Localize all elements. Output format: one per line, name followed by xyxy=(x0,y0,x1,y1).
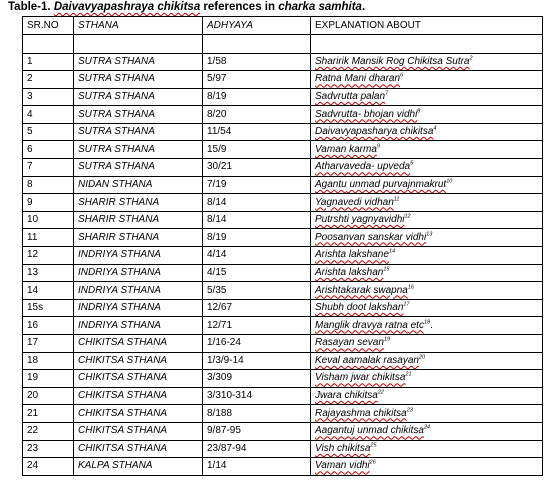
blank-row xyxy=(23,35,543,54)
adhyaya-cell: 8/188 xyxy=(203,405,311,423)
explanation-text: Sharirik Mansik Rog Chikitsa Sutra xyxy=(315,55,470,67)
table-row xyxy=(23,106,543,124)
explanation-text: Rasayan sevan xyxy=(315,337,384,349)
explanation-cell xyxy=(311,370,543,388)
explanation-text: Sadvrutta- bhojan vidhi xyxy=(315,108,418,120)
sr-no-cell: 23 xyxy=(23,440,74,458)
explanation-cell xyxy=(311,264,543,282)
table-row xyxy=(23,176,543,194)
adhyaya-cell: 5/97 xyxy=(203,71,311,89)
explanation-text: Jwara chikitsa xyxy=(315,390,378,402)
sthana-cell: NIDAN STHANA xyxy=(74,176,203,194)
table-row xyxy=(23,422,543,440)
explanation-text: Arishta lakshane xyxy=(315,249,389,261)
sthana-cell: SUTRA STHANA xyxy=(74,141,203,159)
adhyaya-cell: 9/87-95 xyxy=(203,422,311,440)
table-row xyxy=(23,440,543,458)
sthana-cell: INDRIYA STHANA xyxy=(74,247,203,265)
adhyaya-cell: 30/21 xyxy=(203,159,311,177)
adhyaya-cell: 8/19 xyxy=(203,229,311,247)
reference-number: 13 xyxy=(426,231,433,238)
table-row xyxy=(23,335,543,353)
explanation-cell xyxy=(311,71,543,89)
explanation-cell xyxy=(311,458,543,476)
table-row xyxy=(23,88,543,106)
table-row xyxy=(23,352,543,370)
sthana-cell: INDRIYA STHANA xyxy=(74,282,203,300)
table-caption xyxy=(8,1,365,13)
caption-prefix: Table-1. xyxy=(8,1,54,13)
sthana-cell: SHARIR STHANA xyxy=(74,194,203,212)
adhyaya-cell: 23/87-94 xyxy=(203,440,311,458)
reference-number: 12 xyxy=(404,213,411,220)
explanation-cell xyxy=(311,282,543,300)
table-row xyxy=(23,247,543,265)
reference-number: 2 xyxy=(469,55,473,62)
sr-no-cell: 20 xyxy=(23,387,74,405)
reference-number: 15 xyxy=(383,266,390,273)
adhyaya-cell: 7/19 xyxy=(203,176,311,194)
explanation-text-rest: chikitsa xyxy=(397,126,434,138)
sthana-cell: CHIKITSA STHANA xyxy=(74,422,203,440)
adhyaya-cell: 8/14 xyxy=(203,194,311,212)
explanation-cell xyxy=(311,53,543,71)
adhyaya-cell: 1/14 xyxy=(203,458,311,476)
explanation-text: Ratna Mani dharan xyxy=(315,73,401,85)
adhyaya-cell: 4/14 xyxy=(203,247,311,265)
sthana-cell: SUTRA STHANA xyxy=(74,123,203,141)
blank-cell xyxy=(311,35,543,54)
explanation-cell xyxy=(311,159,543,177)
explanation-cell xyxy=(311,211,543,229)
explanation-text: Atharvaveda- upveda xyxy=(315,161,411,173)
adhyaya-cell: 1/16-24 xyxy=(203,335,311,353)
explanation-text-rest: etc xyxy=(407,319,424,331)
sr-no-cell: 6 xyxy=(23,141,74,159)
sthana-cell: SUTRA STHANA xyxy=(74,159,203,177)
adhyaya-cell: 4/15 xyxy=(203,264,311,282)
sthana-cell: SHARIR STHANA xyxy=(74,229,203,247)
table-row xyxy=(23,159,543,177)
table-row xyxy=(23,405,543,423)
explanation-text: Aagantuj xyxy=(315,425,355,437)
adhyaya-cell: 3/309 xyxy=(203,370,311,388)
adhyaya-cell: 1/3/9-14 xyxy=(203,352,311,370)
caption-end: . xyxy=(361,1,366,13)
sthana-cell: SUTRA STHANA xyxy=(74,88,203,106)
explanation-cell xyxy=(311,352,543,370)
caption-source: charka samhita xyxy=(278,1,362,13)
sthana-cell: SUTRA STHANA xyxy=(74,106,203,124)
reference-number: 11 xyxy=(393,196,400,203)
sthana-cell: SUTRA STHANA xyxy=(74,53,203,71)
explanation-text: Poosanvan sanskar vidhi xyxy=(315,231,427,243)
sthana-cell: CHIKITSA STHANA xyxy=(74,387,203,405)
reference-number: 5 xyxy=(410,161,414,168)
sthana-cell: CHIKITSA STHANA xyxy=(74,352,203,370)
explanation-text: Daivavyapasharya xyxy=(315,126,398,138)
reference-number: 10 xyxy=(446,178,453,185)
explanation-text: Vaman karma xyxy=(315,143,377,155)
header-sthana: STHANA xyxy=(74,17,203,35)
sr-no-cell: 18 xyxy=(23,352,74,370)
explanation-tail: . xyxy=(430,319,433,331)
explanation-text-rest: unmad purvajnmakrut xyxy=(346,178,447,190)
caption-term: Daivavyapashraya chikitsa xyxy=(53,1,201,13)
adhyaya-cell: 3/310-314 xyxy=(203,387,311,405)
reference-number: 23 xyxy=(406,407,413,414)
reference-number: 9 xyxy=(376,143,380,150)
reference-number: 14 xyxy=(388,249,396,255)
adhyaya-cell: 12/71 xyxy=(203,317,311,335)
explanation-text: Sadvrutta palan xyxy=(315,90,386,102)
table-row xyxy=(23,194,543,212)
sthana-cell: CHIKITSA STHANA xyxy=(74,370,203,388)
explanation-text: Visham jwar chikitsa xyxy=(315,372,406,384)
blank-cell xyxy=(23,35,74,54)
explanation-cell xyxy=(311,194,543,212)
explanation-cell xyxy=(311,422,543,440)
table-row xyxy=(23,229,543,247)
table-row xyxy=(23,211,543,229)
explanation-text: Shubh doot lakshan xyxy=(315,302,404,314)
explanation-cell xyxy=(311,317,543,335)
table-body xyxy=(23,35,543,476)
blank-cell xyxy=(203,35,311,54)
table-row xyxy=(23,317,543,335)
sr-no-cell: 1 xyxy=(23,53,74,71)
reference-number: 8 xyxy=(417,108,421,115)
header-sr-no: SR.NO xyxy=(23,17,74,35)
explanation-text-rest: unmad chikitsa xyxy=(354,425,424,437)
sthana-cell: SHARIR STHANA xyxy=(74,211,203,229)
explanation-text: Manglik dravya ratna xyxy=(315,319,408,331)
table-header-row xyxy=(23,17,543,35)
explanation-cell xyxy=(311,440,543,458)
explanation-cell xyxy=(311,176,543,194)
explanation-cell xyxy=(311,387,543,405)
sr-no-cell: 17 xyxy=(23,335,74,353)
reference-number: 18 xyxy=(423,319,431,326)
explanation-text: Rajayashma chikitsa xyxy=(315,407,407,419)
table-row xyxy=(23,53,543,71)
sr-no-cell: 9 xyxy=(23,194,74,212)
explanation-text: Keval aamalak rasayan xyxy=(315,354,419,366)
explanation-cell xyxy=(311,335,543,353)
explanation-cell xyxy=(311,247,543,265)
reference-number: 4 xyxy=(433,125,437,132)
adhyaya-cell: 8/14 xyxy=(203,211,311,229)
reference-number: 6 xyxy=(400,73,404,80)
table-row xyxy=(23,458,543,476)
sr-no-cell: 11 xyxy=(23,229,74,247)
sr-no-cell: 3 xyxy=(23,88,74,106)
sr-no-cell: 15s xyxy=(23,299,74,317)
sr-no-cell: 7 xyxy=(23,159,74,177)
sr-no-cell: 4 xyxy=(23,106,74,124)
sr-no-cell: 12 xyxy=(23,247,74,265)
reference-number: 22 xyxy=(377,389,384,396)
sr-no-cell: 21 xyxy=(23,405,74,423)
reference-number: 16 xyxy=(407,284,414,291)
sr-no-cell: 19 xyxy=(23,370,74,388)
sthana-cell: CHIKITSA STHANA xyxy=(74,440,203,458)
caption-middle: references in xyxy=(200,1,279,13)
sr-no-cell: 8 xyxy=(23,176,74,194)
explanation-text: Arishtakarak swapna xyxy=(315,284,408,296)
adhyaya-cell: 15/9 xyxy=(203,141,311,159)
explanation-cell xyxy=(311,88,543,106)
table-row xyxy=(23,370,543,388)
explanation-text: Putrshti yagnyavidhi xyxy=(315,214,405,226)
reference-number: 24 xyxy=(423,424,431,431)
table-row xyxy=(23,123,543,141)
sr-no-cell: 5 xyxy=(23,123,74,141)
explanation-cell xyxy=(311,405,543,423)
sthana-cell: KALPA STHANA xyxy=(74,458,203,476)
adhyaya-cell: 8/19 xyxy=(203,88,311,106)
sthana-cell: CHIKITSA STHANA xyxy=(74,405,203,423)
table-row xyxy=(23,71,543,89)
reference-number: 7 xyxy=(385,90,389,97)
sthana-cell: INDRIYA STHANA xyxy=(74,264,203,282)
sthana-cell: INDRIYA STHANA xyxy=(74,299,203,317)
sthana-cell: CHIKITSA STHANA xyxy=(74,335,203,353)
reference-number: 25 xyxy=(370,442,377,449)
sr-no-cell: 16 xyxy=(23,317,74,335)
adhyaya-cell: 12/67 xyxy=(203,299,311,317)
adhyaya-cell: 8/20 xyxy=(203,106,311,124)
blank-cell xyxy=(74,35,203,54)
sr-no-cell: 14 xyxy=(23,282,74,300)
table-row xyxy=(23,299,543,317)
reference-number: 21 xyxy=(405,372,412,379)
explanation-cell xyxy=(311,141,543,159)
reference-number: 20 xyxy=(418,354,426,361)
reference-number: 19 xyxy=(383,336,391,343)
explanation-cell xyxy=(311,106,543,124)
reference-number: 17 xyxy=(403,301,410,308)
table-row xyxy=(23,141,543,159)
explanation-cell xyxy=(311,299,543,317)
explanation-text: Vish chikitsa xyxy=(315,442,371,454)
explanation-cell xyxy=(311,123,543,141)
adhyaya-cell: 1/58 xyxy=(203,53,311,71)
reference-number: 26 xyxy=(369,460,376,467)
sr-no-cell: 22 xyxy=(23,422,74,440)
explanation-text: Agantu xyxy=(315,178,347,190)
sr-no-cell: 13 xyxy=(23,264,74,282)
explanation-text: Vaman vidhi xyxy=(315,460,370,472)
sthana-cell: INDRIYA STHANA xyxy=(74,317,203,335)
explanation-cell xyxy=(311,229,543,247)
header-adhyaya: ADHYAYA xyxy=(203,17,311,35)
table-row xyxy=(23,264,543,282)
references-table xyxy=(22,16,543,476)
adhyaya-cell: 5/35 xyxy=(203,282,311,300)
explanation-text: Yagnavedi vidhan xyxy=(315,196,394,208)
adhyaya-cell: 11/54 xyxy=(203,123,311,141)
table-row xyxy=(23,387,543,405)
header-explanation: EXPLANATION ABOUT xyxy=(311,17,543,35)
table-row xyxy=(23,282,543,300)
sthana-cell: SUTRA STHANA xyxy=(74,71,203,89)
sr-no-cell: 24 xyxy=(23,458,74,476)
sr-no-cell: 2 xyxy=(23,71,74,89)
explanation-text: Arishta lakshan xyxy=(315,266,384,278)
sr-no-cell: 10 xyxy=(23,211,74,229)
